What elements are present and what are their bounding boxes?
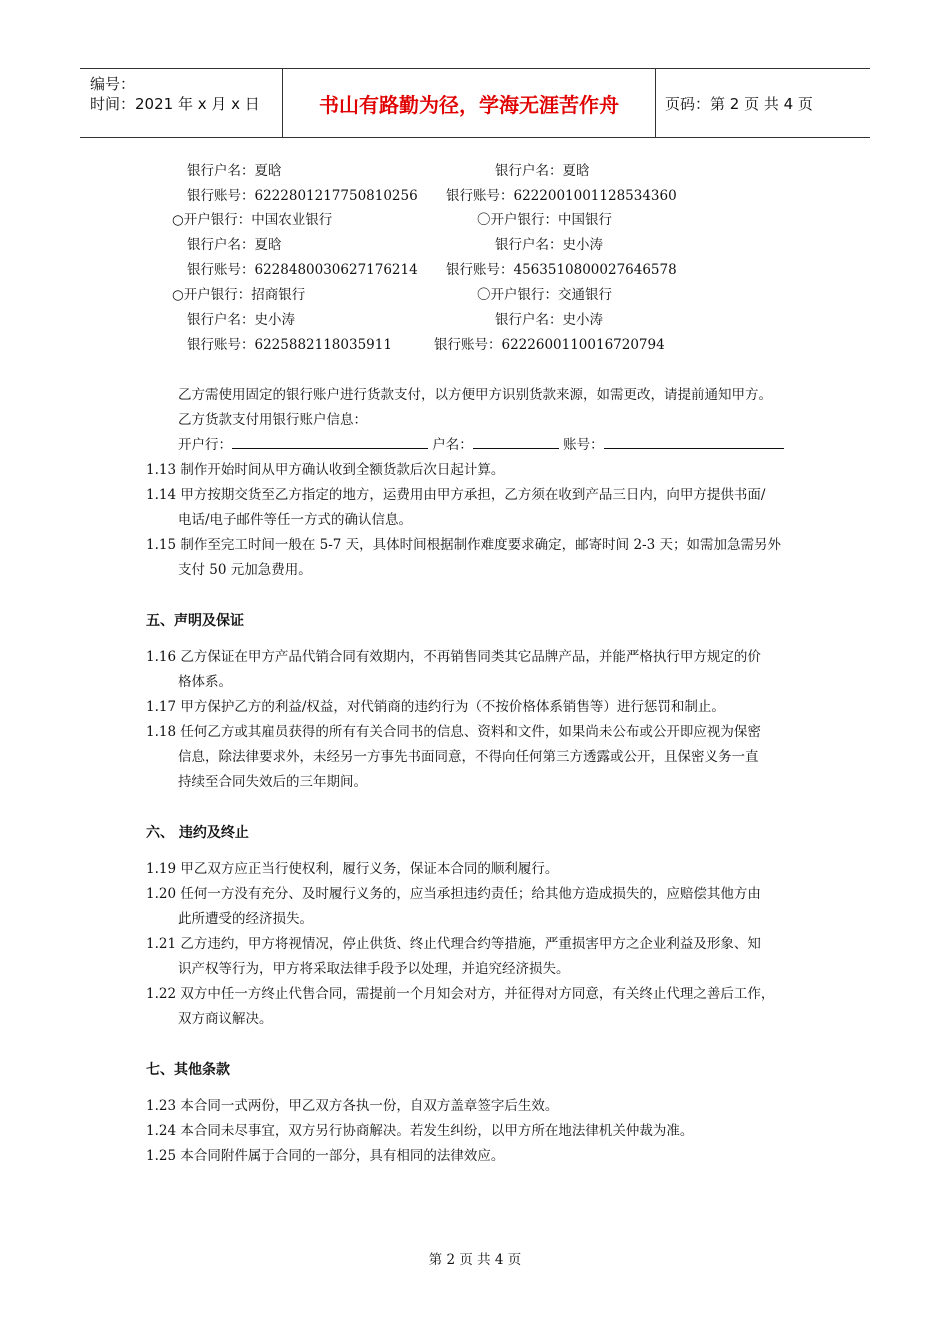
clause-1-13: 1.13 制作开始时间从甲方确认收到全额货款后次日起计算。 [146, 462, 505, 478]
bank-r4-right: 银行户名：史小涛 [495, 237, 603, 253]
clause-1-16-line2: 格体系。 [178, 674, 232, 690]
bank-r2-right: 银行账号：6222001001128534360 [446, 188, 677, 204]
clause-1-15-line2: 支付 50 元加急费用。 [178, 562, 312, 578]
clause-1-16-line1: 1.16 乙方保证在甲方产品代销合同有效期内，不再销售同类其它品牌产品，并能严格执行甲方规定的价 [146, 649, 761, 665]
bank-r7-left: 银行户名：史小涛 [187, 312, 295, 328]
section-7-heading: 七、其他条款 [146, 1062, 230, 1078]
bank-r5-left: 银行账号：6228480030627176214 [187, 262, 418, 278]
document-date: 时间：2021 年 x 月 x 日 [90, 95, 260, 113]
bank-r8-left: 银行账号：6225882118035911 [187, 337, 392, 353]
payment-fields [178, 436, 784, 454]
section-5-heading: 五、声明及保证 [146, 613, 244, 629]
clause-1-18-line1: 1.18 任何乙方或其雇员获得的所有有关合同书的信息、资料和文件，如果尚未公布或公开即应视为保密 [146, 724, 761, 740]
clause-1-25: 1.25 本合同附件属于合同的一部分，具有相同的法律效应。 [146, 1148, 505, 1164]
clause-1-14-line1: 1.14 甲方按期交货至乙方指定的地方，运费用由甲方承担，乙方须在收到产品三日内，向甲方提供书面/ [146, 487, 766, 503]
bank-r8-right: 银行账号：6222600110016720794 [434, 337, 665, 353]
bank-r4-left: 银行户名：夏晗 [187, 237, 282, 253]
section-6-heading: 六、 违约及终止 [146, 825, 249, 841]
clause-1-24: 1.24 本合同未尽事宜，双方另行协商解决。若发生纠纷，以甲方所在地法律机关仲裁为准。 [146, 1123, 694, 1139]
clause-1-21-line1: 1.21 乙方违约，甲方将视情况，停止供货、终止代理合约等措施，严重损害甲方之企业利益及形象、知 [146, 936, 761, 952]
bank-r2-left: 银行账号：6222801217750810256 [187, 188, 418, 204]
page-header [80, 68, 870, 138]
payment-note: 乙方需使用固定的银行账户进行货款支付，以方便甲方识别货款来源，如需更改，请提前通知甲方。 [178, 387, 772, 403]
bank-r6-left: ○开户银行：招商银行 [172, 287, 306, 303]
account-field-label: 账号： [563, 437, 604, 453]
document-number-label: 编号： [90, 75, 136, 93]
bank-r1-left: 银行户名：夏晗 [187, 163, 282, 179]
clause-1-18-line3: 持续至合同失效后的三年期间。 [178, 774, 367, 790]
account-field-blank[interactable] [604, 436, 784, 449]
name-field-blank[interactable] [473, 436, 559, 449]
clause-1-21-line2: 识产权等行为，甲方将采取法律手段予以处理，并追究经济损失。 [178, 961, 570, 977]
clause-1-22-line2: 双方商议解决。 [178, 1011, 273, 1027]
clause-1-15-line1: 1.15 制作至完工时间一般在 5-7 天，具体时间根据制作难度要求确定，邮寄时间 2-3 天；如需加急需另外 [146, 537, 781, 553]
clause-1-19: 1.19 甲乙双方应正当行使权利，履行义务，保证本合同的顺利履行。 [146, 861, 559, 877]
bank-field-label: 开户行： [178, 437, 232, 453]
header-meta [80, 69, 283, 137]
clause-1-18-line2: 信息，除法律要求外，未经另一方事先书面同意，不得向任何第三方透露或公开，且保密义务一直 [178, 749, 759, 765]
payment-info-label: 乙方货款支付用银行账户信息： [178, 412, 367, 428]
bank-r3-left: ○开户银行：中国农业银行 [172, 212, 333, 228]
name-field-label: 户名： [432, 437, 473, 453]
bank-r5-right: 银行账号：4563510800027646578 [446, 262, 677, 278]
bank-field-blank[interactable] [232, 436, 428, 449]
page-footer: 第 2 页 共 4 页 [428, 1252, 522, 1268]
clause-1-20-line1: 1.20 任何一方没有充分、及时履行义务的，应当承担违约责任；给其他方造成损失的，应赔偿其他方由 [146, 886, 761, 902]
clause-1-14-line2: 电话/电子邮件等任一方式的确认信息。 [178, 512, 413, 528]
bank-r1-right: 银行户名：夏晗 [495, 163, 590, 179]
header-page-number: 页码：第 2 页 共 4 页 [665, 94, 813, 113]
header-motto: 书山有路勤为径，学海无涯苦作舟 [283, 69, 656, 137]
clause-1-20-line2: 此所遭受的经济损失。 [178, 911, 313, 927]
bank-r3-right: 〇开户银行：中国银行 [477, 212, 612, 228]
bank-r6-right: 〇开户银行：交通银行 [477, 287, 612, 303]
bank-r7-right: 银行户名：史小涛 [495, 312, 603, 328]
clause-1-22-line1: 1.22 双方中任一方终止代售合同，需提前一个月知会对方，并征得对方同意，有关终止代理之善后工作， [146, 986, 775, 1002]
clause-1-23: 1.23 本合同一式两份，甲乙双方各执一份，自双方盖章签字后生效。 [146, 1098, 559, 1114]
clause-1-17: 1.17 甲方保护乙方的利益/权益，对代销商的违约行为（不按价格体系销售等）进行惩罚和制止。 [146, 699, 725, 715]
